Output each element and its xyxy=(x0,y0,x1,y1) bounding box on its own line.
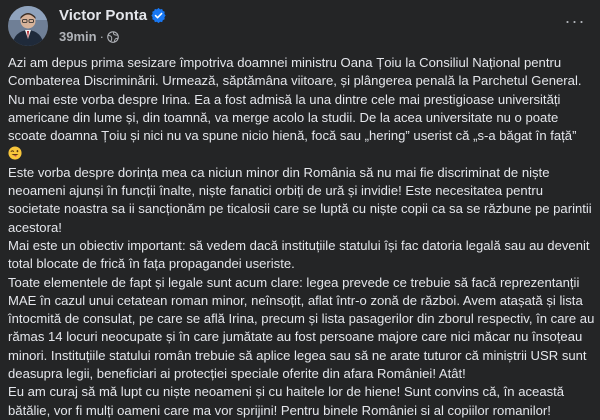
profile-photo-icon xyxy=(8,6,48,46)
post-meta xyxy=(59,29,119,45)
post-paragraph-5: Eu am curaj să mă lupt cu niște neoameni și cu haitele lor de hiene! Sunt convins că, în această bătălie, vor fi mulți oameni care ma vor sprijini! Pentru binele României si al copiilor romanilor! xyxy=(8,384,565,418)
globe-icon[interactable] xyxy=(107,31,119,43)
more-options-icon[interactable]: ··· xyxy=(564,11,586,31)
post-paragraph-2: Este vorba despre dorința mea ca niciun minor din România să nu mai fie discriminat de niște neoameni ajunși în funcții înalte, niște fanatici orbiți de ură și invidie! Este necesitatea pentru societate noastra sa ii sancționăm pe ticalosii care se luptă cu niște copii ca sa se răzbune pe parintii acestora! xyxy=(8,164,592,235)
post-paragraph-1 xyxy=(8,54,598,164)
post-paragraph-3: Mai este un obiectiv important: să vedem dacă instituțiile statului își fac datoria legală sau au devenit total blocate de frică în fața propagandei useriste. xyxy=(8,237,590,272)
author-name[interactable] xyxy=(59,7,166,25)
verified-badge-icon xyxy=(151,8,166,23)
post-body xyxy=(8,54,598,420)
post-timestamp[interactable]: 39min xyxy=(59,29,97,44)
post-header xyxy=(8,6,592,46)
winking-tongue-emoji xyxy=(8,146,22,160)
author-name-text[interactable]: Victor Ponta xyxy=(59,7,148,24)
meta-separator: · xyxy=(99,29,104,44)
post-paragraph-4: Toate elementele de fapt și legale sunt acum clare: legea prevede ce trebuie să facă reprezentanții MAE în cazul unui cetatean roman minor, neînsoțit, aflat într-o zonă de război. Avem atașată și lista întocmită de consulat, pe care se află Irina, precum și lista pasagerilor din zborul respectiv, în care au rămas 14 locuri neocupate și în care jumătate au fost persoane majore care nici măcar nu însoțeau minori. Instituțiile statului român trebuie să aplice legea sau să ne arate tuturor că miniștrii USR sunt deasupra legii, beneficiari ai protecției speciale oferite din afara României! Atât! xyxy=(8,274,595,382)
post-paragraph-1-text: Azi am depus prima sesizare împotriva doamnei ministru Oana Țoiu la Consiliul Național pentru Combaterea Discriminării. Urmează, săptămâna viitoare, și plângerea penală la Parchetul General. Nu mai este vorba despre Irina. Ea a fost admisă la una dintre cele mai prestigioase universități americane din lume și, din toamnă, va merge acolo la studii. De la acea universitate nu o poate scoate doamna Țoiu și nici nu va spune nicio hienă, focă sau „hering” userist că „s-a băgat în față” xyxy=(8,55,582,144)
author-avatar[interactable] xyxy=(8,6,48,46)
